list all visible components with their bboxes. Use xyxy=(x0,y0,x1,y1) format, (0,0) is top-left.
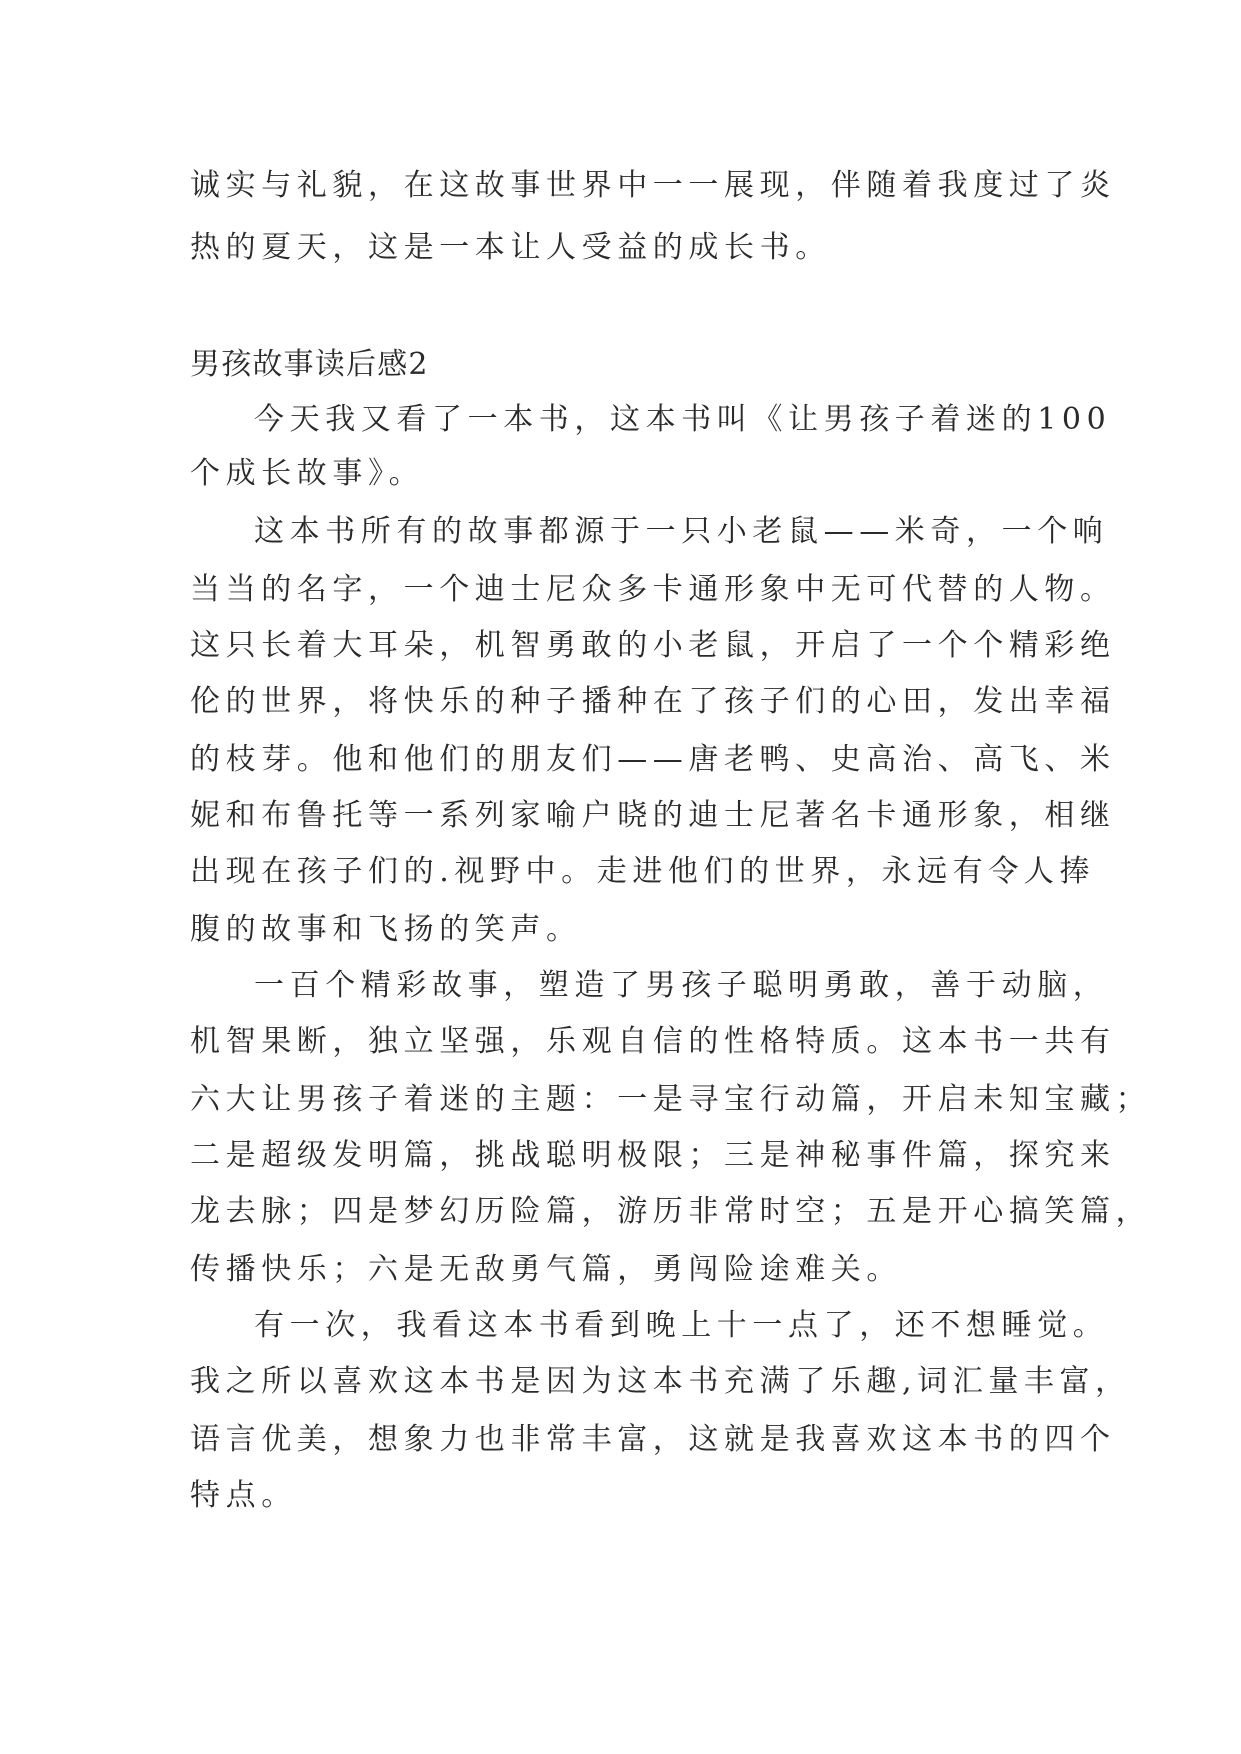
text-line: 机智果断，独立坚强，乐观自信的性格特质。这本书一共有 xyxy=(190,1024,1116,1059)
text-line: 有一次，我看这本书看到晚上十一点了，还不想睡觉。 xyxy=(254,1308,1109,1343)
text-line: 这本书所有的故事都源于一只小老鼠——米奇，一个响 xyxy=(254,514,1109,549)
text-line: 六大让男孩子着迷的主题：一是寻宝行动篇，开启未知宝藏； xyxy=(190,1082,1152,1117)
section-heading: 男孩故事读后感2 xyxy=(190,347,429,382)
text-line: 我之所以喜欢这本书是因为这本书充满了乐趣,词汇量丰富， xyxy=(190,1364,1131,1399)
text-line: 当当的名字，一个迪士尼众多卡通形象中无可代替的人物。 xyxy=(190,572,1116,607)
text-line: 腹的故事和飞扬的笑声。 xyxy=(190,912,582,947)
text-line: 这只长着大耳朵，机智勇敢的小老鼠，开启了一个个精彩绝 xyxy=(190,628,1116,663)
text-line: 特点。 xyxy=(190,1478,297,1513)
text-line: 个成长故事》。 xyxy=(190,456,425,491)
text-line: 龙去脉；四是梦幻历险篇，游历非常时空；五是开心搞笑篇， xyxy=(190,1194,1152,1229)
text-line: 语言优美，想象力也非常丰富，这就是我喜欢这本书的四个 xyxy=(190,1422,1116,1457)
text-line: 传播快乐；六是无敌勇气篇，勇闯险途难关。 xyxy=(190,1252,902,1287)
text-line: 诚实与礼貌，在这故事世界中一一展现，伴随着我度过了炎 xyxy=(190,168,1116,203)
text-line: 热的夏天，这是一本让人受益的成长书。 xyxy=(190,230,831,265)
text-line: 伦的世界，将快乐的种子播种在了孩子们的心田，发出幸福 xyxy=(190,684,1116,719)
text-line: 出现在孩子们的.视野中。走进他们的世界，永远有令人捧 xyxy=(190,854,1096,889)
text-line: 今天我又看了一本书，这本书叫《让男孩子着迷的100 xyxy=(254,402,1112,437)
text-line: 的枝芽。他和他们的朋友们——唐老鸭、史高治、高飞、米 xyxy=(190,742,1116,777)
text-line: 妮和布鲁托等一系列家喻户晓的迪士尼著名卡通形象，相继 xyxy=(190,798,1116,833)
text-line: 一百个精彩故事，塑造了男孩子聪明勇敢，善于动脑， xyxy=(254,968,1109,1003)
text-line: 二是超级发明篇，挑战聪明极限；三是神秘事件篇，探究来 xyxy=(190,1138,1116,1173)
